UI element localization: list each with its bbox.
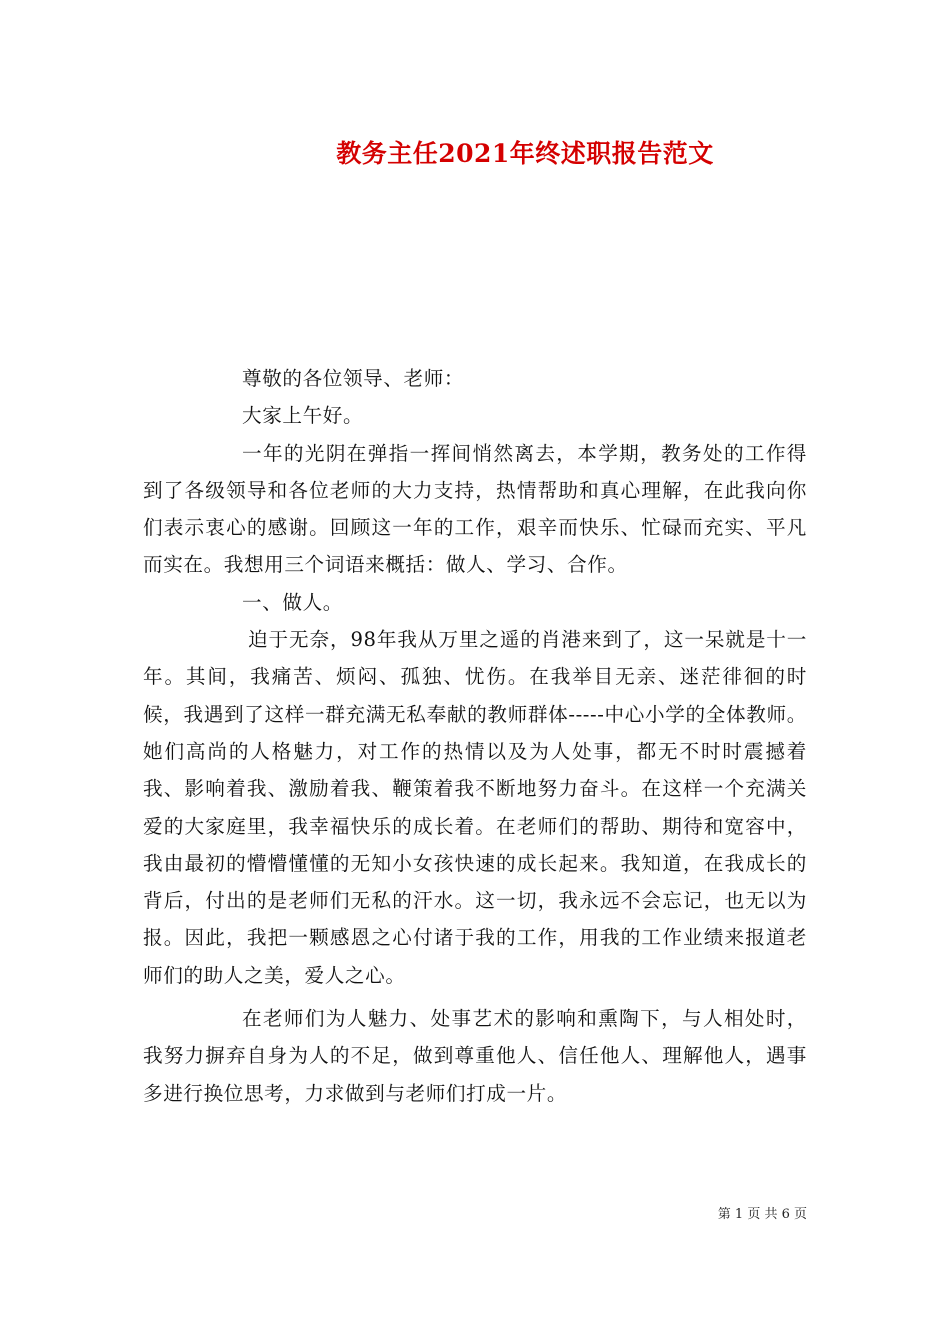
salutation: 尊敬的各位领导、老师： [242,367,465,390]
section-heading: 一、做人。 [242,590,343,614]
paragraph-section-one-continued: 在老师们为人魅力、处事艺术的影响和熏陶下，与人相处时，我努力摒弃自身为人的不足，做到尊重他人、信任他人、理解他人，遇事多进行换位思考，力求做到与老师们打成一片。 [143,1007,807,1105]
page-number: 第 1 页 共 6 页 [717,1207,807,1222]
paragraph-intro: 一年的光阴在弹指一挥间悄然离去，本学期，教务处的工作得到了各级领导和各位老师的大力支持，热情帮助和真心理解，在此我向你们表示衷心的感谢。回顾这一年的工作，艰辛而快乐、忙碌而充实、平凡而实在。我想用三个词语来概括：做人、学习、合作。 [143,441,807,577]
greeting: 大家上午好。 [242,404,364,428]
document-body [143,360,807,1112]
paragraph-section-one: 迫于无奈，98年我从万里之遥的肖港来到了，这一呆就是十一年。其间，我痛苦、烦闷、孤独、忧伤。在我举目无亲、迷茫徘徊的时候，我遇到了这样一群充满无私奉献的教师群体-----中心小学的全体教师。她们高尚的人格魅力，对工作的热情以及为人处事，都无不时时震撼着我、影响着我、激励着我、鞭策着我不断地努力奋斗。在这样一个充满关爱的大家庭里，我幸福快乐的成长着。在老师们的帮助、期待和宽容中，我由最初的懵懵懂懂的无知小女孩快速的成长起来。我知道，在我成长的背后，付出的是老师们无私的汗水。这一切，我永远不会忘记，也无以为报。因此，我把一颗感恩之心付诸于我的工作，用我的工作业绩来报道老师们的助人之美，爱人之心。 [143,628,807,987]
document-title: 教务主任2021年终述职报告范文 [336,139,714,168]
